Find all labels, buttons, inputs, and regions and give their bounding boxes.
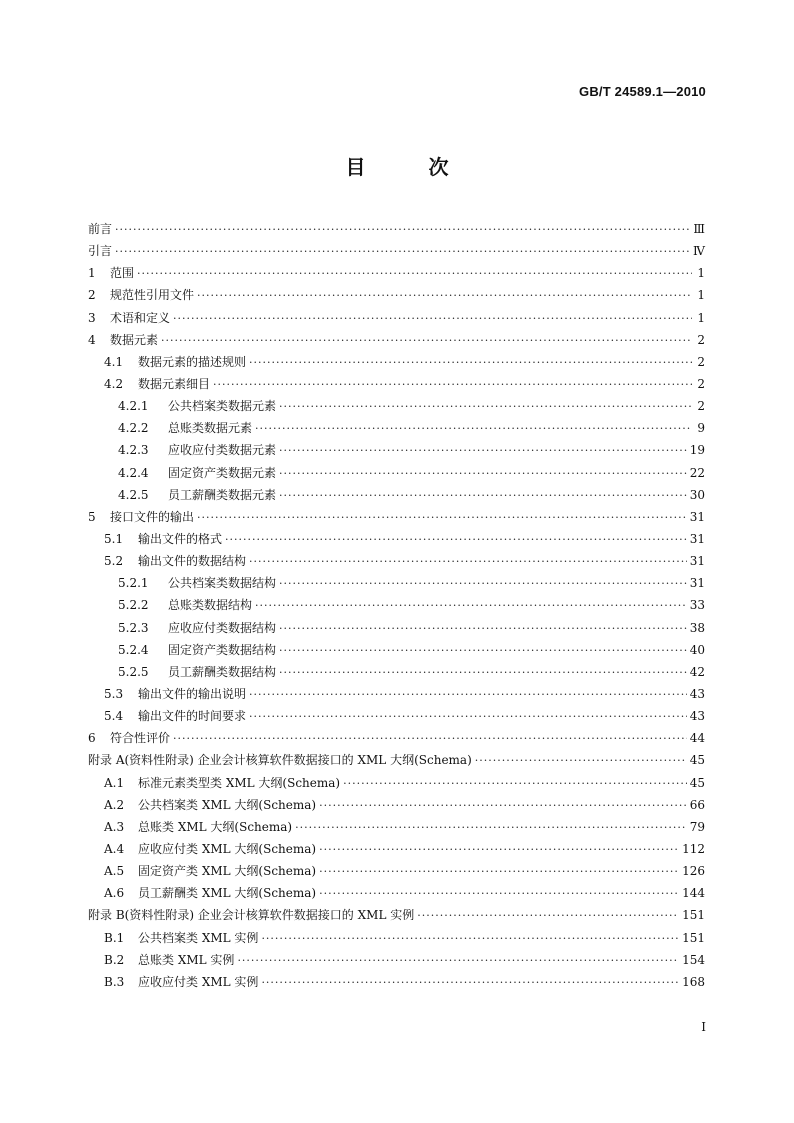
toc-entry-page: 144 — [682, 886, 705, 901]
page-number: Ⅰ — [701, 1020, 706, 1034]
toc-entry[interactable] — [88, 528, 705, 550]
toc-entry-number: 4.1 — [104, 354, 124, 369]
toc-entry-label: 固定资产类 XML 大纲(Schema) — [138, 864, 317, 879]
toc-entry-number: 4.2.4 — [118, 465, 149, 480]
toc-entry-number: A.6 — [104, 886, 125, 901]
toc-entry-label: 应收应付类 XML 实例 — [138, 974, 259, 989]
toc-entry-label: 总账类 XML 实例 — [138, 952, 235, 967]
toc-entry-label: 输出文件的格式 — [138, 531, 223, 546]
toc-entry-label: 术语和定义 — [110, 310, 171, 325]
toc-entry-number: 6 — [88, 731, 96, 746]
toc-entry-number: 3 — [88, 310, 96, 325]
toc-entry[interactable] — [88, 772, 705, 794]
toc-entry[interactable] — [88, 949, 705, 971]
toc-entry[interactable] — [88, 927, 705, 949]
toc-entry-page: 31 — [689, 576, 705, 591]
toc-entry-label: 附录 A(资料性附录) 企业会计核算软件数据接口的 XML 大纲(Schema) — [88, 753, 472, 768]
dot-leader — [279, 440, 687, 462]
dot-leader — [279, 618, 687, 640]
toc-entry-number: 4.2 — [104, 376, 124, 391]
toc-entry[interactable] — [88, 462, 705, 484]
dot-leader — [319, 795, 687, 817]
toc-entry-number: 4.2.3 — [118, 443, 149, 458]
dot-leader — [279, 485, 687, 507]
toc-entry-page: 31 — [689, 509, 705, 524]
dot-leader — [279, 640, 687, 662]
toc-entry-number: 4.2.2 — [118, 421, 149, 436]
toc-entry-page: 151 — [682, 908, 705, 923]
dot-leader — [295, 817, 687, 839]
toc-entry-page: 43 — [689, 686, 705, 701]
toc-entry-number: B.2 — [104, 952, 125, 967]
toc-entry-page: 40 — [689, 642, 705, 657]
toc-entry[interactable] — [88, 838, 705, 860]
dot-leader — [249, 352, 692, 374]
toc-entry-number: 2 — [88, 288, 96, 303]
toc-entry-label: 附录 B(资料性附录) 企业会计核算软件数据接口的 XML 实例 — [88, 908, 415, 923]
dot-leader — [173, 728, 687, 750]
toc-entry[interactable] — [88, 351, 705, 373]
dot-leader — [115, 241, 690, 263]
toc-entry-label: 固定资产类数据元素 — [168, 465, 277, 480]
toc-entry[interactable] — [88, 262, 705, 284]
toc-entry-page: 38 — [689, 620, 705, 635]
toc-entry-number: A.5 — [104, 864, 125, 879]
toc-entry-page: 45 — [689, 753, 705, 768]
toc-entry-page: 1 — [697, 288, 705, 303]
toc-entry[interactable] — [88, 395, 705, 417]
toc-entry-label: 总账类 XML 大纲(Schema) — [138, 819, 293, 834]
dot-leader — [137, 263, 692, 285]
dot-leader — [173, 308, 692, 330]
toc-entry[interactable] — [88, 794, 705, 816]
toc-entry[interactable] — [88, 218, 705, 240]
toc-entry-number: 5.2 — [104, 554, 124, 569]
dot-leader — [249, 551, 687, 573]
toc-entry-label: 员工薪酬类数据元素 — [168, 487, 277, 502]
dot-leader — [279, 396, 692, 418]
toc-entry[interactable] — [88, 661, 705, 683]
toc-entry-label: 总账类数据结构 — [168, 598, 253, 613]
toc-entry-number: 5.2.4 — [118, 642, 149, 657]
toc-entry[interactable] — [88, 484, 705, 506]
dot-leader — [279, 662, 687, 684]
toc-entry-label: 应收应付类数据元素 — [168, 443, 277, 458]
dot-leader — [197, 507, 687, 529]
toc-entry-label: 符合性评价 — [110, 731, 171, 746]
toc-entry-number: 5.3 — [104, 686, 124, 701]
toc-entry[interactable] — [88, 860, 705, 882]
dot-leader — [319, 861, 679, 883]
toc-entry-page: 1 — [697, 266, 705, 281]
toc-entry-number: 5.1 — [104, 531, 124, 546]
dot-leader — [343, 773, 687, 795]
toc-entry-page: 9 — [697, 421, 705, 436]
dot-leader — [279, 463, 687, 485]
toc-entry[interactable] — [88, 373, 705, 395]
toc-entry[interactable] — [88, 904, 705, 926]
toc-entry[interactable] — [88, 307, 705, 329]
table-of-contents — [88, 218, 705, 993]
dot-leader — [319, 883, 679, 905]
toc-entry-label: 引言 — [88, 244, 113, 259]
toc-entry-label: 规范性引用文件 — [110, 288, 195, 303]
toc-entry[interactable] — [88, 639, 705, 661]
dot-leader — [255, 418, 692, 440]
toc-entry-page: 112 — [682, 841, 705, 856]
toc-entry-number: 5.2.3 — [118, 620, 149, 635]
toc-entry-label: 前言 — [88, 222, 113, 236]
toc-entry-number: A.1 — [104, 775, 125, 790]
toc-entry-label: 员工薪酬类数据结构 — [168, 664, 277, 679]
toc-entry-page: 42 — [689, 664, 705, 679]
dot-leader — [475, 750, 687, 772]
dot-leader — [261, 928, 679, 950]
page-title: 目 次 — [345, 155, 477, 179]
toc-entry[interactable] — [88, 284, 705, 306]
toc-entry-number: A.3 — [104, 819, 125, 834]
toc-entry[interactable] — [88, 882, 705, 904]
toc-entry[interactable] — [88, 705, 705, 727]
toc-entry[interactable] — [88, 816, 705, 838]
toc-entry[interactable] — [88, 594, 705, 616]
toc-entry-page: 31 — [689, 554, 705, 569]
toc-entry-label: 数据元素细目 — [138, 376, 211, 391]
toc-entry-page: 154 — [682, 952, 705, 967]
toc-entry-label: 数据元素 — [110, 332, 159, 347]
toc-entry-page: 31 — [689, 531, 705, 546]
toc-entry[interactable] — [88, 727, 705, 749]
toc-entry-number: 5.4 — [104, 709, 124, 724]
dot-leader — [255, 595, 687, 617]
toc-entry-label: 范围 — [110, 266, 135, 281]
toc-entry[interactable] — [88, 506, 705, 528]
toc-entry[interactable] — [88, 683, 705, 705]
dot-leader — [161, 330, 692, 352]
toc-entry[interactable] — [88, 971, 705, 993]
toc-entry-label: 数据元素的描述规则 — [138, 354, 247, 369]
toc-entry-number: B.1 — [104, 930, 125, 945]
toc-entry-page: 79 — [689, 819, 705, 834]
toc-entry-number: B.3 — [104, 974, 125, 989]
toc-entry-page: 19 — [689, 443, 705, 458]
toc-entry-label: 输出文件的时间要求 — [138, 709, 247, 724]
toc-entry-number: 5.2.1 — [118, 576, 149, 591]
dot-leader — [197, 285, 692, 307]
dot-leader — [249, 684, 687, 706]
toc-entry[interactable] — [88, 550, 705, 572]
toc-entry-page: 66 — [689, 797, 705, 812]
dot-leader — [279, 573, 687, 595]
toc-entry[interactable] — [88, 329, 705, 351]
toc-entry-label: 总账类数据元素 — [168, 421, 253, 436]
toc-entry-label: 员工薪酬类 XML 大纲(Schema) — [138, 886, 317, 901]
toc-entry[interactable] — [88, 439, 705, 461]
toc-entry-number: 1 — [88, 266, 96, 281]
toc-entry-label: 公共档案类数据元素 — [168, 399, 277, 414]
toc-entry-page: 45 — [689, 775, 705, 790]
toc-entry-page: 168 — [682, 974, 705, 989]
toc-entry-page: 30 — [689, 487, 705, 502]
toc-entry-page: 44 — [689, 731, 705, 746]
toc-entry-page: Ⅲ — [693, 222, 705, 236]
toc-entry-number: 5 — [88, 509, 96, 524]
toc-entry-label: 输出文件的输出说明 — [138, 686, 247, 701]
toc-entry-page: 22 — [689, 465, 705, 480]
dot-leader — [213, 374, 692, 396]
toc-entry-label: 应收应付类数据结构 — [168, 620, 277, 635]
toc-entry-label: 接口文件的输出 — [110, 509, 195, 524]
toc-entry-label: 输出文件的数据结构 — [138, 554, 247, 569]
toc-entry-number: 4.2.5 — [118, 487, 149, 502]
toc-entry-number: A.2 — [104, 797, 125, 812]
toc-entry-number: A.4 — [104, 841, 125, 856]
toc-entry-page: 33 — [689, 598, 705, 613]
toc-entry-page: 2 — [697, 399, 705, 414]
toc-entry-number: 5.2.2 — [118, 598, 149, 613]
dot-leader — [115, 219, 690, 241]
toc-entry-page: 151 — [682, 930, 705, 945]
toc-entry-number: 4 — [88, 332, 96, 347]
dot-leader — [417, 905, 679, 927]
toc-entry-page: 2 — [697, 332, 705, 347]
dot-leader — [237, 950, 679, 972]
toc-entry-label: 应收应付类 XML 大纲(Schema) — [138, 841, 317, 856]
toc-entry-label: 标准元素类型类 XML 大纲(Schema) — [138, 775, 341, 790]
toc-entry-page: 2 — [697, 354, 705, 369]
toc-entry-label: 公共档案类 XML 大纲(Schema) — [138, 797, 317, 812]
toc-entry[interactable] — [88, 749, 705, 771]
toc-entry[interactable] — [88, 617, 705, 639]
toc-entry-page: 126 — [682, 864, 705, 879]
toc-entry-page: 2 — [697, 376, 705, 391]
toc-entry-page: 1 — [697, 310, 705, 325]
toc-entry[interactable] — [88, 417, 705, 439]
toc-entry-label: 公共档案类 XML 实例 — [138, 930, 259, 945]
toc-entry-label: 固定资产类数据结构 — [168, 642, 277, 657]
toc-entry-number: 4.2.1 — [118, 399, 149, 414]
toc-entry-number: 5.2.5 — [118, 664, 149, 679]
dot-leader — [261, 972, 679, 994]
toc-entry[interactable] — [88, 240, 705, 262]
dot-leader — [319, 839, 679, 861]
dot-leader — [249, 706, 687, 728]
standard-number: GB/T 24589.1—2010 — [579, 84, 706, 99]
toc-entry-page: 43 — [689, 709, 705, 724]
dot-leader — [225, 529, 687, 551]
toc-entry[interactable] — [88, 572, 705, 594]
toc-entry-page: Ⅳ — [693, 244, 705, 259]
toc-entry-label: 公共档案类数据结构 — [168, 576, 277, 591]
